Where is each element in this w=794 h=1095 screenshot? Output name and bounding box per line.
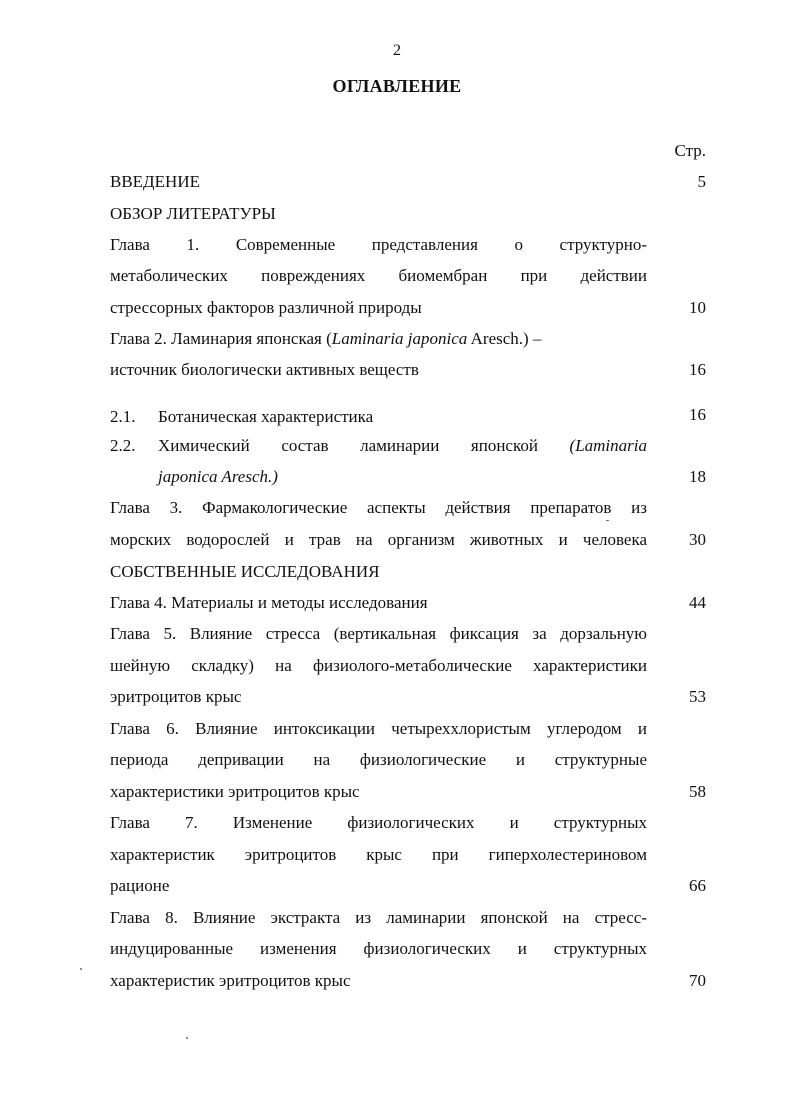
toc-ch7-line-3: рационе (110, 876, 170, 895)
toc-own-label: СОБСТВЕННЫЕ ИССЛЕДОВАНИЯ (110, 562, 380, 581)
toc-ch2-line1-end: Aresch.) – (467, 329, 542, 348)
toc-ch5-line-3: эритроцитов крыс (110, 687, 242, 706)
toc-s22-latin-name: (Laminaria (569, 436, 647, 455)
toc-ch1-line-2: метаболических повреждениях биомембран при действии (110, 266, 647, 285)
toc-ch6-page: 58 (689, 782, 706, 801)
scan-speck (606, 520, 609, 521)
toc-ch4-page: 44 (689, 593, 706, 612)
toc-ch7-page: 66 (689, 876, 706, 895)
toc-ch3-line-1: Глава 3. Фармакологические аспекты действия препаратов из (110, 498, 647, 517)
page-number: 2 (393, 42, 401, 59)
toc-ch5-line-1: Глава 5. Влияние стресса (вертикальная фиксация за дорзальную (110, 624, 647, 643)
toc-s22-latin-rest: japonica Aresch.) (158, 467, 278, 486)
toc-intro-page: 5 (697, 172, 706, 191)
toc-review-label: ОБЗОР ЛИТЕРАТУРЫ (110, 204, 276, 223)
toc-ch6-line-2: периода депривации на физиологические и структурные (110, 750, 647, 769)
toc-ch8-line-1: Глава 8. Влияние экстракта из ламинарии японской на стресс- (110, 908, 647, 927)
toc-ch3-page: 30 (689, 530, 706, 549)
toc-s21-page: 16 (689, 405, 706, 424)
toc-s22-page: 18 (689, 467, 706, 486)
toc-ch2-line-1 (110, 329, 541, 349)
toc-s22-line-2 (158, 467, 278, 487)
toc-ch2-line1-start: Глава 2. Ламинария японская ( (110, 329, 332, 348)
toc-s22-number: 2.2. (110, 436, 136, 455)
toc-ch4-label: Глава 4. Материалы и методы исследования (110, 593, 428, 612)
toc-ch8-line-2: индуцированные изменения физиологических и структурных (110, 939, 647, 958)
toc-s22-line1-start: Химический состав ламинарии японской (158, 436, 570, 455)
toc-ch2-page: 16 (689, 360, 706, 379)
toc-intro-label: ВВЕДЕНИЕ (110, 172, 200, 191)
toc-ch2-latin-name: Laminaria japonica (331, 329, 468, 348)
toc-s22-line-1 (158, 436, 647, 456)
toc-ch6-line-3: характеристики эритроцитов крыс (110, 782, 360, 801)
page-column-label: Стр. (674, 141, 706, 160)
toc-ch7-line-1: Глава 7. Изменение физиологических и структурных (110, 813, 647, 832)
document-title: ОГЛАВЛЕНИЕ (332, 76, 462, 96)
scan-speck (80, 968, 82, 970)
toc-ch1-line-1: Глава 1. Современные представления о структурно- (110, 235, 647, 254)
toc-ch7-line-2: характеристик эритроцитов крыс при гиперхолестериновом (110, 845, 647, 864)
toc-s21-label: Ботаническая характеристика (158, 407, 374, 426)
toc-ch1-page: 10 (689, 298, 706, 317)
toc-ch1-line-3: стрессорных факторов различной природы (110, 298, 422, 317)
toc-ch3-line-2: морских водорослей и трав на организм животных и человека (110, 530, 647, 549)
toc-ch2-line-2: источник биологически активных веществ (110, 360, 419, 379)
scan-speck (186, 1037, 188, 1039)
toc-ch8-line-3: характеристик эритроцитов крыс (110, 971, 351, 990)
toc-ch6-line-1: Глава 6. Влияние интоксикации четыреххлористым углеродом и (110, 719, 647, 738)
toc-ch8-page: 70 (689, 971, 706, 990)
toc-ch5-page: 53 (689, 687, 706, 706)
toc-ch5-line-2: шейную складку) на физиолого-метаболические характеристики (110, 656, 647, 675)
toc-s21-number: 2.1. (110, 407, 136, 426)
